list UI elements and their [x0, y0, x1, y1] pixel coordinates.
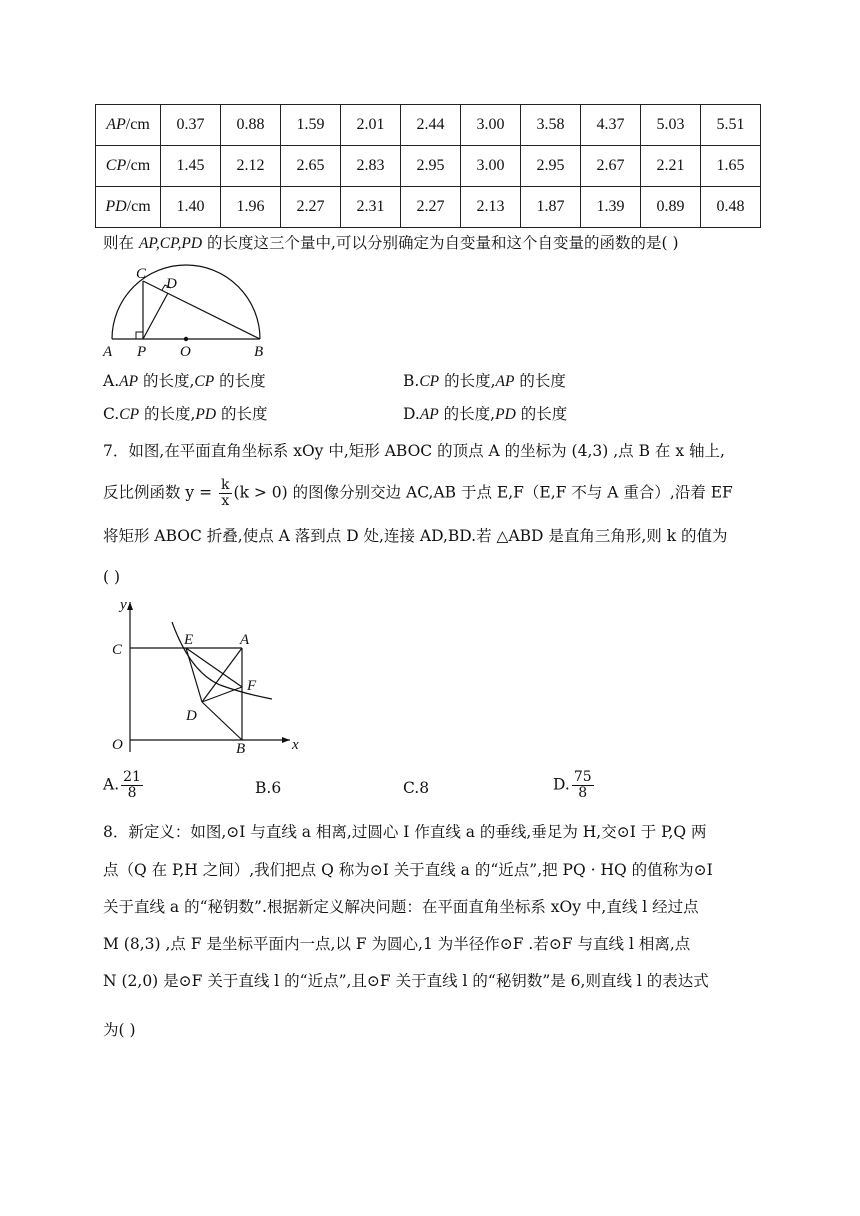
- table-cell: 5.03: [641, 105, 701, 146]
- q6-stem-vars: AP,CP,PD: [138, 235, 203, 252]
- table-cell: 1.65: [701, 146, 761, 187]
- table-cell: 1.40: [161, 187, 221, 228]
- q7-label-D: D: [186, 708, 197, 724]
- table-cell: 2.01: [341, 105, 401, 146]
- q6-option-c[interactable]: C.CP 的长度,PD 的长度: [103, 405, 268, 423]
- row-header: AP/cm: [96, 105, 161, 146]
- table-cell: 0.89: [641, 187, 701, 228]
- table-cell: 2.31: [341, 187, 401, 228]
- q6-label-O: O: [180, 344, 191, 360]
- q7-label-x: x: [292, 737, 299, 753]
- q6-option-d[interactable]: D.AP 的长度,PD 的长度: [403, 405, 568, 423]
- table-cell: 2.12: [221, 146, 281, 187]
- q7-label-F: F: [247, 678, 257, 694]
- table-cell: 5.51: [701, 105, 761, 146]
- q6-stem-c: 的长度这三个量中,可以分别确定为自变量和这个自变量的函数的是( ): [202, 234, 679, 252]
- table-cell: 3.58: [521, 105, 581, 146]
- table-cell: 0.48: [701, 187, 761, 228]
- q7-label-E: E: [184, 632, 194, 648]
- table-cell: 2.95: [401, 146, 461, 187]
- table-cell: 1.39: [581, 187, 641, 228]
- table-cell: 2.67: [581, 146, 641, 187]
- table-row: [96, 105, 761, 146]
- q6-stem: [103, 232, 679, 255]
- table-row: [96, 187, 761, 228]
- q7-line2: 反比例函数 y = $\frac{k}{x}$ (k > 0) 的图像分别交边 AC,AB 于点 E,F（E,F 不与 A 重合）,沿着 EF: [103, 477, 733, 509]
- q7-option-c[interactable]: C.8: [403, 779, 430, 797]
- table-cell: 2.21: [641, 146, 701, 187]
- q7-rectangle-figure: [100, 592, 310, 757]
- table-cell: 0.37: [161, 105, 221, 146]
- table-cell: 2.13: [461, 187, 521, 228]
- q8-line5: N (2,0) 是⊙F 关于直线 l 的“近点”,且⊙F 关于直线 l 的“秘钥数”是 6,则直线 l 的表达式: [103, 972, 709, 990]
- table-cell: 2.95: [521, 146, 581, 187]
- q6-stem-a: 则在: [103, 234, 139, 252]
- table-cell: 1.59: [281, 105, 341, 146]
- q6-label-A: A: [103, 344, 113, 360]
- q6-label-C: C: [136, 266, 147, 282]
- q7-option-a[interactable]: A. $\frac{21}{8}$: [103, 769, 141, 801]
- table-cell: 3.00: [461, 146, 521, 187]
- q7-option-d[interactable]: D. $\frac{75}{8}$: [553, 769, 592, 801]
- q8-line1: 8．新定义：如图,⊙I 与直线 a 相离,过圆心 I 作直线 a 的垂线,垂足为 H,交⊙I 于 P,Q 两: [103, 823, 707, 841]
- q6-label-B: B: [254, 344, 264, 360]
- table-cell: 2.44: [401, 105, 461, 146]
- q6-semicircle-figure: [100, 262, 280, 362]
- table-cell: 2.65: [281, 146, 341, 187]
- table-cell: 1.87: [521, 187, 581, 228]
- table-cell: 2.27: [401, 187, 461, 228]
- table-cell: 0.88: [221, 105, 281, 146]
- q7-label-y: y: [120, 597, 127, 613]
- q7-line1: 7．如图,在平面直角坐标系 xOy 中,矩形 ABOC 的顶点 A 的坐标为 (4,3) ,点 B 在 x 轴上,: [103, 442, 725, 460]
- row-header: PD/cm: [96, 187, 161, 228]
- row-header: CP/cm: [96, 146, 161, 187]
- q8-line4: M (8,3) ,点 F 是坐标平面内一点,以 F 为圆心,1 为半径作⊙F .若⊙F 与直线 l 相离,点: [103, 935, 691, 953]
- q6-option-b[interactable]: B.CP 的长度,AP 的长度: [403, 372, 566, 390]
- q7-line3: 将矩形 ABOC 折叠,使点 A 落到点 D 处,连接 AD,BD.若 △ABD 是直角三角形,则 k 的值为: [103, 527, 728, 545]
- table-row: [96, 146, 761, 187]
- q8-line2: 点（Q 在 P,H 之间）,我们把点 Q 称为⊙I 关于直线 a 的“近点”,把 PQ · HQ 的值称为⊙I: [103, 861, 713, 879]
- table-cell: 1.45: [161, 146, 221, 187]
- value-table: [95, 104, 761, 228]
- q7-label-O: O: [112, 737, 123, 753]
- q8-line6: 为( ): [103, 1021, 136, 1039]
- q7-label-C: C: [112, 642, 123, 658]
- q6-label-D: D: [166, 276, 177, 292]
- q7-option-b[interactable]: B.6: [255, 779, 282, 797]
- q6-label-P: P: [137, 344, 147, 360]
- table-cell: 4.37: [581, 105, 641, 146]
- q7-label-B: B: [236, 741, 246, 757]
- table-cell: 3.00: [461, 105, 521, 146]
- q6-option-a[interactable]: A.AP 的长度,CP 的长度: [103, 372, 266, 390]
- q8-line3: 关于直线 a 的“秘钥数”.根据新定义解决问题：在平面直角坐标系 xOy 中,直线 l 经过点: [103, 898, 699, 916]
- q7-line4: ( ): [103, 568, 121, 586]
- q7-label-A: A: [240, 632, 250, 648]
- q7-fraction: $\frac{k}{x}$: [221, 477, 230, 509]
- table-cell: 2.27: [281, 187, 341, 228]
- table-cell: 2.83: [341, 146, 401, 187]
- table-cell: 1.96: [221, 187, 281, 228]
